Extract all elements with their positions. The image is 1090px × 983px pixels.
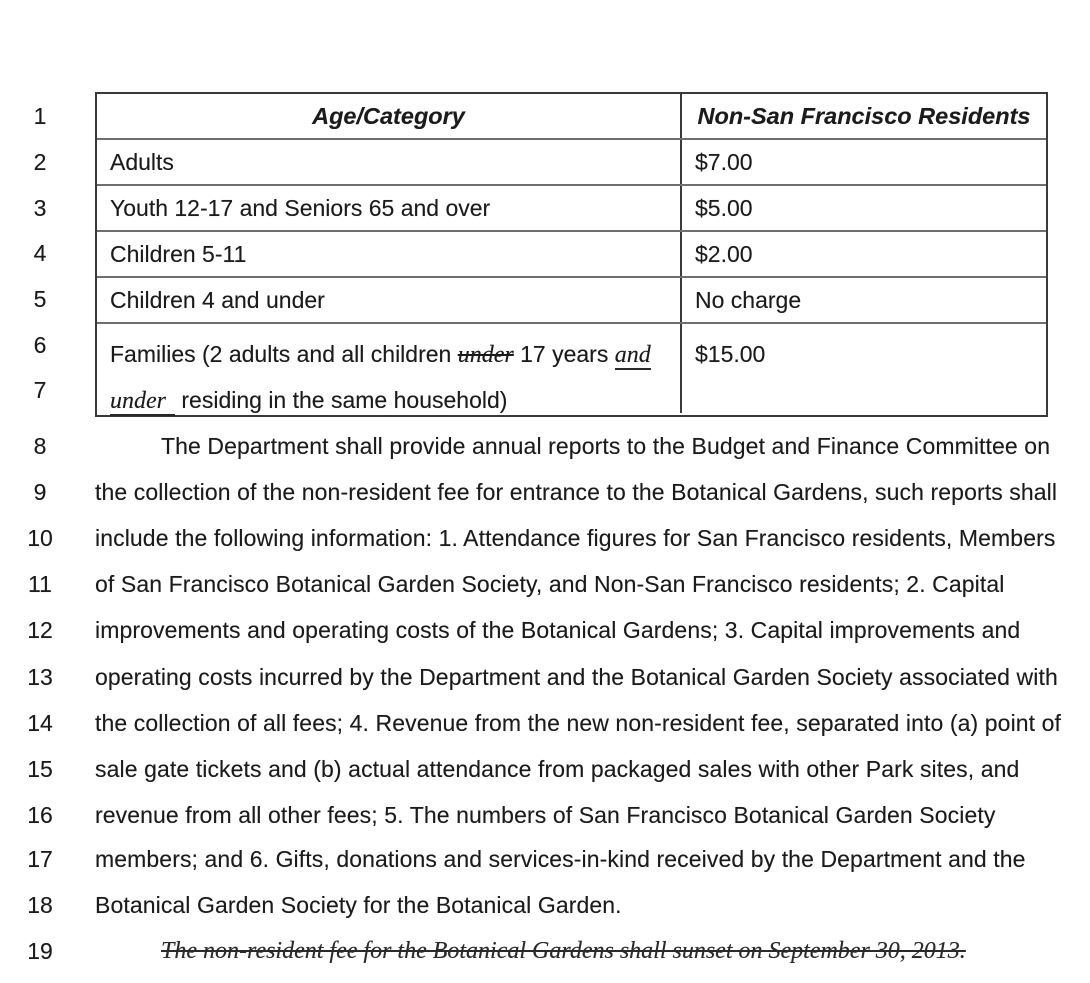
body-line-18: Botanical Garden Society for the Botanical Garden.: [95, 892, 622, 918]
cell-price: $7.00: [695, 148, 753, 175]
fee-table: [95, 92, 1048, 417]
cell-price: No charge: [695, 286, 802, 313]
header-age-category: Age/Category: [97, 94, 682, 138]
line-number-13: 13: [27, 664, 53, 690]
cell-category: Youth 12-17 and Seniors 65 and over: [97, 186, 682, 230]
cell-category: Adults: [97, 140, 682, 184]
body-line-14: the collection of all fees; 4. Revenue from the new non-resident fee, separated into (a) point of: [95, 710, 1062, 736]
cell-category-families: [97, 324, 682, 413]
families-line-2: [110, 378, 507, 423]
body-line-11: of San Francisco Botanical Garden Society, and Non-San Francisco residents; 2. Capital: [95, 571, 1005, 597]
line-number-16: 16: [27, 802, 53, 828]
header-non-sf-residents: Non-San Francisco Residents: [697, 102, 1031, 129]
line-number-6: 6: [33, 332, 47, 358]
body-line-17: members; and 6. Gifts, donations and services-in-kind received by the Department and the: [95, 846, 1026, 872]
deleted-word-under: under: [457, 342, 514, 368]
cell-category: Children 5-11: [97, 232, 682, 276]
table-row-youth-seniors: [97, 184, 1046, 230]
line-number-1: 1: [33, 103, 47, 129]
line-number-7: 7: [33, 377, 47, 403]
families-text-before: Families (2 adults and all children: [110, 341, 458, 367]
table-row-children-5-11: [97, 230, 1046, 276]
added-word-under: under: [110, 389, 175, 416]
cell-price-families: $15.00: [695, 341, 766, 367]
body-line-10: include the following information: 1. Attendance figures for San Francisco residents, Members: [95, 525, 1056, 551]
body-line-9: the collection of the non-resident fee for entrance to the Botanical Gardens, such reports shall: [95, 479, 1058, 505]
families-text-middle: 17 years: [513, 341, 615, 367]
line-number-9: 9: [33, 479, 47, 505]
line-number-8: 8: [33, 433, 47, 459]
fee-table-header-row: [97, 94, 1046, 138]
line-number-5: 5: [33, 286, 47, 312]
line-number-19: 19: [27, 938, 53, 964]
cell-price: $2.00: [695, 240, 753, 267]
line-number-14: 14: [27, 710, 53, 736]
cell-price: $5.00: [695, 194, 753, 221]
line-number-18: 18: [27, 892, 53, 918]
table-row-families: [97, 322, 1046, 413]
table-row-children-4-under: [97, 276, 1046, 322]
body-line-16: revenue from all other fees; 5. The numbers of San Francisco Botanical Garden Society: [95, 802, 996, 828]
line-number-12: 12: [27, 617, 53, 643]
line-number-15: 15: [27, 756, 53, 782]
body-line-8: The Department shall provide annual reports to the Budget and Finance Committee on: [161, 433, 1051, 459]
deleted-sunset-sentence: The non-resident fee for the Botanical Gardens shall sunset on September 30, 2013.: [161, 938, 966, 964]
body-line-13: operating costs incurred by the Department and the Botanical Garden Society associated with: [95, 664, 1058, 690]
line-number-11: 11: [28, 571, 52, 597]
added-word-and: and: [615, 343, 651, 370]
table-row-adults: [97, 138, 1046, 184]
cell-category: Children 4 and under: [97, 278, 682, 322]
body-line-15: sale gate tickets and (b) actual attendance from packaged sales with other Park sites, and: [95, 756, 1020, 782]
families-line-1: [110, 332, 651, 378]
line-number-2: 2: [33, 149, 47, 175]
line-number-10: 10: [27, 525, 53, 551]
families-text-after: residing in the same household): [175, 387, 508, 413]
body-line-12: improvements and operating costs of the Botanical Gardens; 3. Capital improvements and: [95, 617, 1021, 643]
line-number-3: 3: [33, 195, 47, 221]
line-number-4: 4: [33, 240, 47, 266]
line-number-17: 17: [27, 846, 53, 872]
